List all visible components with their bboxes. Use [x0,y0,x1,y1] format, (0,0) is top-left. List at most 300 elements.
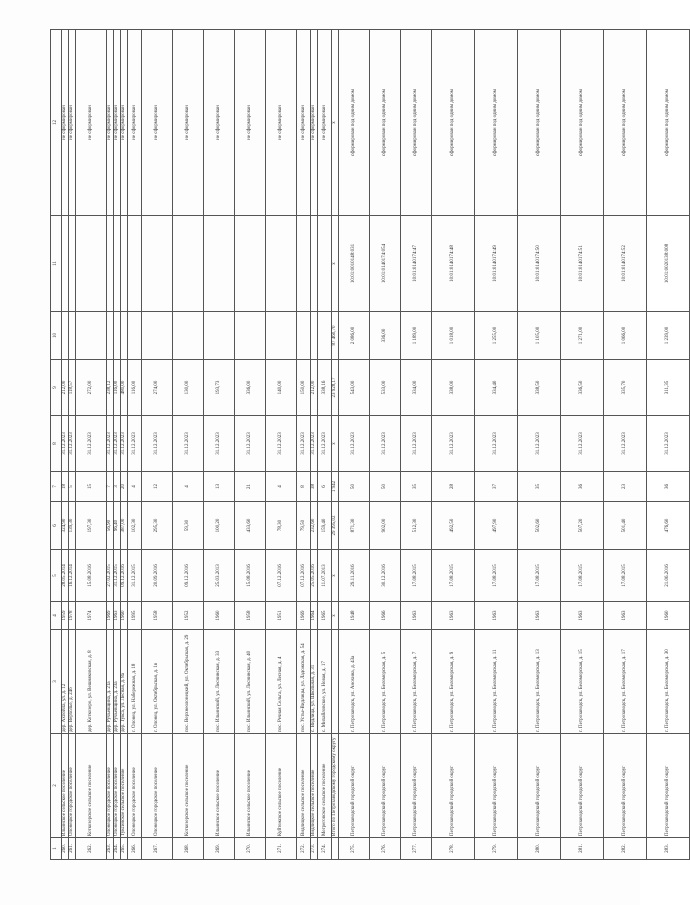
cadastral-number-cell [114,216,121,312]
table-row [604,30,647,860]
total-area-cell: 78,30 [266,502,297,550]
municipality-cell: Ильинское сельское поселение [204,734,235,838]
total-area-cell: 197,30 [76,502,107,550]
year-built-cell: 1959 [62,602,69,630]
resettlement-deadline-cell: 31.12.2023 [518,416,561,472]
living-area-cell: 118,57 [69,360,76,416]
resettlement-deadline-cell: 31.12.2023 [204,416,235,472]
land-status-cell: не сформирован [128,30,142,216]
address-cell: пос. Ильинский, ул. Леснинская, д. 40 [235,630,266,734]
address-cell: г. Петрозаводск, ул. Беломорская, д. 17 [604,630,647,734]
land-area-cell: 1 066,00 [604,312,647,360]
date-recognized-cell: 09.12.2016 [121,550,128,602]
year-built-cell: 1963 [432,602,475,630]
living-area-cell: 212,00 [62,360,69,416]
address-cell: г. Петрозаводск, ул. Беломорская, д. 5 [370,630,401,734]
row-number-cell: 264. [114,838,121,860]
total-area-cell: 476,60 [647,502,690,550]
address-cell: дер. Коткозеро, ул. Вешняковская, д. 8 [76,630,107,734]
land-area-cell: 2 086,00 [339,312,370,360]
residents-cell: 37 [475,472,518,502]
municipality-cell: Петрозаводский городской округ [647,734,690,838]
resettlement-deadline-cell: 31.12.2023 [173,416,204,472]
column-number-cell: 12 [51,30,62,216]
table-row [173,30,204,860]
year-built-cell: 1960 [121,602,128,630]
living-area-cell: 543,00 [339,360,370,416]
municipality-cell: Видлицкое сельское поселение [311,734,318,838]
date-recognized-cell: 31.12.2015 [128,550,142,602]
date-recognized-cell: 15.08.2016 [76,550,107,602]
cadastral-number-cell: 10:01:0140174:50 [518,216,561,312]
living-area-cell: 193,73 [204,360,235,416]
land-status-cell: сформирован под одним домом [401,30,432,216]
land-status-cell: сформирован под одним домом [339,30,370,216]
total-area-cell: 29 395,02 [332,502,339,550]
year-built-cell: 1963 [114,602,121,630]
table-row [76,30,107,860]
land-area-cell [235,312,266,360]
year-built-cell: 1974 [76,602,107,630]
living-area-cell: 238,12 [107,360,114,416]
resettlement-deadline-cell: х [332,416,339,472]
land-area-cell [173,312,204,360]
cadastral-number-cell [142,216,173,312]
total-area-cell: 902,00 [370,502,401,550]
land-status-cell: сформирован под одним домом [604,30,647,216]
cadastral-number-cell: 10:01:0140174:52 [604,216,647,312]
row-number-cell: 261. [69,838,76,860]
land-area-cell: 1 018,00 [432,312,475,360]
land-status-cell: сформирован под одним домом [475,30,518,216]
living-area-cell: 336,50 [561,360,604,416]
row-number-cell: 272. [297,838,311,860]
municipality-cell: Петрозаводский городской округ [604,734,647,838]
resettlement-deadline-cell: 31.12.2023 [297,416,311,472]
total-area-cell: 96,40 [114,502,121,550]
address-cell: с. Видлица, ул. Школьная, д. 31 [311,630,318,734]
column-number-cell: 7 [51,472,62,502]
residents-cell: 5 [69,472,76,502]
cadastral-number-cell [107,216,114,312]
table-row [518,30,561,860]
cadastral-number-cell [69,216,76,312]
land-status-cell: не сформирован [173,30,204,216]
address-cell: пос. Речная Сельга, ул. Лесная, д. 4 [266,630,297,734]
row-number-cell: 281. [561,838,604,860]
land-status-cell: не сформирован [76,30,107,216]
table-row [475,30,518,860]
year-built-cell: 1995 [128,602,142,630]
living-area-cell: 140,00 [266,360,297,416]
table-row [332,30,339,860]
row-number-cell: 267. [142,838,173,860]
date-recognized-cell: 17.08.2015 [475,550,518,602]
residents-cell: 38 [311,472,318,502]
cadastral-number-cell [62,216,69,312]
land-area-cell [128,312,142,360]
land-status-cell: не сформирован [107,30,114,216]
table-row [62,30,69,860]
table-row [647,30,690,860]
living-area-cell: 334,40 [475,360,518,416]
land-status-cell: не сформирован [204,30,235,216]
date-recognized-cell: 15.08.2016 [235,550,266,602]
residents-cell: 28 [432,472,475,502]
land-status-cell: сформирован под одним домом [561,30,604,216]
municipality-cell: Петрозаводский городской округ [339,734,370,838]
table-row [128,30,142,860]
year-built-cell: 1969 [107,602,114,630]
municipality-cell: Коткозерское сельское поселение [76,734,107,838]
row-number-cell: 278. [432,838,475,860]
date-recognized-cell: 09.12.2016 [173,550,204,602]
total-area-cell: 232,60 [311,502,318,550]
residents-cell: 21 [235,472,266,502]
address-cell: с. Михайловское, ул. Новая, д. 17 [318,630,332,734]
land-status-cell: не сформирован [114,30,121,216]
row-number-cell: 268. [173,838,204,860]
total-area-cell: 324,90 [62,502,69,550]
land-status-cell: не сформирован [311,30,318,216]
land-area-cell: 1 105,00 [518,312,561,360]
living-area-cell: 116,00 [114,360,121,416]
column-number-cell: 3 [51,630,62,734]
table-row [142,30,173,860]
year-built-cell: х [332,602,339,630]
residents-cell: 7 [107,472,114,502]
column-number-cell: 2 [51,734,62,838]
date-recognized-cell: 17.08.2015 [401,550,432,602]
table-row [561,30,604,860]
address-cell: г. Петрозаводск, ул. Беломорская, д. 30 [647,630,690,734]
row-number-cell: 275. [339,838,370,860]
total-area-cell: 502,60 [518,502,561,550]
residents-cell: 4 [173,472,204,502]
date-recognized-cell: 29.11.2016 [339,550,370,602]
resettlement-deadline-cell: 31.12.2023 [114,416,121,472]
row-number-cell: 277. [401,838,432,860]
year-built-cell: 1966 [370,602,401,630]
year-built-cell: 1978 [69,602,76,630]
cadastral-number-cell [318,216,332,312]
row-number-cell: 266. [128,838,142,860]
land-status-cell: не сформирован [266,30,297,216]
year-built-cell: 1948 [339,602,370,630]
resettlement-deadline-cell: 31.12.2023 [128,416,142,472]
land-status-cell: не сформирован [318,30,332,216]
date-recognized-cell: 31.12.2015 [114,550,121,602]
living-area-cell: 130,00 [173,360,204,416]
cadastral-number-cell: 10:01:0010148:031 [339,216,370,312]
total-area-cell: 497,90 [475,502,518,550]
column-number-cell: 11 [51,216,62,312]
cadastral-number-cell: 10:01:0020138:008 [647,216,690,312]
date-recognized-cell: 25.03.2013 [204,550,235,602]
resettlement-deadline-cell: 31.12.2023 [475,416,518,472]
total-area-cell: 507,20 [561,502,604,550]
date-recognized-cell: 25.05.2016 [311,550,318,602]
address-cell: пос. Ильинский, ул. Леснинская, д. 33 [204,630,235,734]
resettlement-deadline-cell: 31.12.2023 [62,416,69,472]
residents-cell: 18 [62,472,69,502]
row-number-cell [332,838,339,860]
row-number-cell: 269. [204,838,235,860]
municipality-cell: Видлицкое сельское поселение [297,734,311,838]
land-status-cell: сформирован под одним домом [370,30,401,216]
cadastral-number-cell [121,216,128,312]
column-number-cell: 9 [51,360,62,416]
land-status-cell: не сформирован [142,30,173,216]
municipality-cell: Коткозерское сельское поселение [173,734,204,838]
municipality-cell: Олонецкое городское поселение [107,734,114,838]
total-area-cell: 139,30 [69,502,76,550]
year-built-cell: 1951 [266,602,297,630]
date-recognized-cell: 28.05.2014 [62,550,69,602]
land-status-cell: сформирован под одним домом [432,30,475,216]
total-area-cell: 79,50 [297,502,311,550]
resettlement-deadline-cell: 31.12.2023 [561,416,604,472]
row-number-cell: 263. [107,838,114,860]
year-built-cell: 1964 [311,602,318,630]
address-cell: г. Петрозаводск, ул. Беломорская, д. 7 [401,630,432,734]
year-built-cell: 1963 [604,602,647,630]
living-area-cell: 335,70 [604,360,647,416]
cadastral-number-cell [173,216,204,312]
living-area-cell: 338,16 [318,360,332,416]
date-recognized-cell: 17.08.2015 [561,550,604,602]
year-built-cell: 1963 [518,602,561,630]
municipality-cell: Олонецкое городское поселение [69,734,76,838]
year-built-cell: 1965 [318,602,332,630]
residents-cell: 1 942 [332,472,339,502]
table-row [235,30,266,860]
residents-cell: 13 [204,472,235,502]
table-row [311,30,318,860]
residents-cell: 20 [121,472,128,502]
resettlement-deadline-cell: 31.12.2023 [401,416,432,472]
residents-cell: 3 [114,472,121,502]
living-area-cell: 116,00 [128,360,142,416]
land-area-cell [107,312,114,360]
table-row [69,30,76,860]
land-area-cell: 1 239,00 [647,312,690,360]
cadastral-number-cell [204,216,235,312]
row-number-cell: 282. [604,838,647,860]
residents-cell: 4 [266,472,297,502]
resettlement-deadline-cell: 31.12.2023 [432,416,475,472]
row-number-cell: 271. [266,838,297,860]
cadastral-number-cell [76,216,107,312]
resettlement-deadline-cell: 31.12.2023 [266,416,297,472]
land-area-cell: 1 271,00 [561,312,604,360]
residents-cell: 4 [128,472,142,502]
living-area-cell: 23 928,17 [332,360,339,416]
resettlement-deadline-cell: 31.12.2023 [318,416,332,472]
year-built-cell: 1963 [475,602,518,630]
living-area-cell: 336,00 [235,360,266,416]
column-number-cell: 4 [51,602,62,630]
land-status-cell: не сформирован [62,30,69,216]
resettlement-deadline-cell: 31.12.2023 [121,416,128,472]
resettlement-deadline-cell: 31.12.2023 [235,416,266,472]
resettlement-deadline-cell: 31.12.2023 [76,416,107,472]
address-cell: дер. Тукса, ул. Лесная, д. 8а [121,630,128,734]
date-recognized-cell: 21.06.2016 [647,550,690,602]
resettlement-deadline-cell: 31.12.2023 [604,416,647,472]
municipality-cell: Петрозаводский городской округ [401,734,432,838]
column-number-cell: 5 [51,550,62,602]
municipality-cell: Петрозаводский городской округ [475,734,518,838]
cadastral-number-cell: 10:01:0140174:054 [370,216,401,312]
living-area-cell: 212,00 [311,360,318,416]
municipality-cell: Петрозаводский городской округ [370,734,401,838]
cadastral-number-cell: 10:01:0140174:51 [561,216,604,312]
row-number-cell: 262. [76,838,107,860]
total-area-cell: 295,30 [142,502,173,550]
land-area-cell: 1 189,00 [401,312,432,360]
land-area-cell [297,312,311,360]
total-area-cell: 159,40 [318,502,332,550]
address-cell: г. Петрозаводск, ул. Беломорская, д. 11 [475,630,518,734]
land-area-cell [311,312,318,360]
address-cell: дер. Ручьевщина, д. 23а [114,630,121,734]
table-row [266,30,297,860]
table-row [432,30,475,860]
year-built-cell: 1952 [173,602,204,630]
residents-cell: 36 [561,472,604,502]
date-recognized-cell: 07.12.2016 [297,550,311,602]
column-number-cell: 10 [51,312,62,360]
residents-cell: 12 [142,472,173,502]
address-cell [332,630,339,734]
row-number-cell: 280. [518,838,561,860]
municipality-cell: Олонецкое городское поселение [142,734,173,838]
column-number-cell: 6 [51,502,62,550]
cadastral-number-cell: 10:01:0140174:49 [475,216,518,312]
land-status-cell: не сформирован [121,30,128,216]
table-row [107,30,114,860]
year-built-cell: 1963 [401,602,432,630]
land-area-cell [76,312,107,360]
row-number-cell: 274. [318,838,332,860]
residents-cell: 23 [604,472,647,502]
table-row [401,30,432,860]
address-cell: г. Петрозаводск, ул. Беломорская, д. 13 [518,630,561,734]
living-area-cell: 272,00 [76,360,107,416]
row-number-cell: 265. [121,838,128,860]
address-cell: г. Олонец, ул. Октябрьская, д. 1в [142,630,173,734]
land-status-cell: сформирован под одним домом [518,30,561,216]
resettlement-deadline-cell: 31.12.2023 [142,416,173,472]
header-row [51,30,62,860]
address-cell: дер. Верхолье, д. 24б [69,630,76,734]
table-row [204,30,235,860]
row-number-cell: 270. [235,838,266,860]
row-number-cell: 283. [647,838,690,860]
table-row [318,30,332,860]
land-area-cell [62,312,69,360]
total-area-cell: 387,00 [121,502,128,550]
year-built-cell: 1958 [235,602,266,630]
row-number-cell: 260. [62,838,69,860]
resettlement-deadline-cell: 31.12.2023 [311,416,318,472]
municipality-cell: Туксинское сельское поселение [121,734,128,838]
date-recognized-cell: 17.08.2015 [432,550,475,602]
column-number-cell: 1 [51,838,62,860]
total-area-cell: 501,40 [604,502,647,550]
land-area-cell [318,312,332,360]
cadastral-number-cell [297,216,311,312]
rotated-table-wrapper [50,30,671,860]
land-area-cell [69,312,76,360]
living-area-cell: 533,00 [370,360,401,416]
address-cell: г. Петрозаводск, ул. Беломорская, д. 15 [561,630,604,734]
living-area-cell: 150,00 [297,360,311,416]
year-built-cell: 1963 [561,602,604,630]
date-recognized-cell: 17.08.2015 [604,550,647,602]
resettlement-deadline-cell: 31.12.2023 [107,416,114,472]
land-area-cell: 87 460,70 [332,312,339,360]
total-area-cell: 512,30 [401,502,432,550]
total-area-cell: 433,60 [235,502,266,550]
land-status-cell: х [332,30,339,216]
municipality-cell: Олонецкое городское поселение [114,734,121,838]
total-area-cell: 102,30 [128,502,142,550]
total-area-cell: 100,20 [204,502,235,550]
total-area-cell: 56,90 [107,502,114,550]
year-built-cell: 1960 [204,602,235,630]
date-recognized-cell: 16.12.2014 [69,550,76,602]
address-cell: пос. Устье-Видлицы, ул. Ладожская, д. 54 [297,630,311,734]
resettlement-deadline-cell: 31.12.2023 [647,416,690,472]
date-recognized-cell: 30.12.2016 [370,550,401,602]
date-recognized-cell: 27.02.2015 [107,550,114,602]
land-area-cell [114,312,121,360]
residents-cell: 50 [339,472,370,502]
municipality-cell: Петрозаводский городской округ [561,734,604,838]
land-area-cell: 1 255,00 [475,312,518,360]
land-area-cell [142,312,173,360]
total-area-cell: 492,50 [432,502,475,550]
total-area-cell: 59,30 [173,502,204,550]
land-status-cell: сформирован под одним домом [647,30,690,216]
table-row [121,30,128,860]
row-number-cell: 273. [311,838,318,860]
municipality-cell: Петрозаводский городской округ [432,734,475,838]
cadastral-number-cell [266,216,297,312]
municipality-cell: Мегреговское сельское поселение [318,734,332,838]
land-area-cell [266,312,297,360]
living-area-cell: 311,35 [647,360,690,416]
table-row [339,30,370,860]
residents-cell: 50 [370,472,401,502]
living-area-cell: 338,00 [432,360,475,416]
municipality-cell: Петрозаводский городской округ [518,734,561,838]
column-number-cell: 8 [51,416,62,472]
year-built-cell: 1960 [647,602,690,630]
total-area-cell: 871,30 [339,502,370,550]
cadastral-number-cell [128,216,142,312]
date-recognized-cell: 07.12.2016 [266,550,297,602]
land-area-cell [121,312,128,360]
cadastral-number-cell: 10:01:0140174:48 [432,216,475,312]
table-row [297,30,311,860]
resettlement-deadline-cell: 31.12.2023 [370,416,401,472]
date-recognized-cell: 17.08.2015 [518,550,561,602]
address-cell: дер. Ручьевщина, д. 21а [107,630,114,734]
municipality-cell: Ильинское сельское поселение [62,734,69,838]
